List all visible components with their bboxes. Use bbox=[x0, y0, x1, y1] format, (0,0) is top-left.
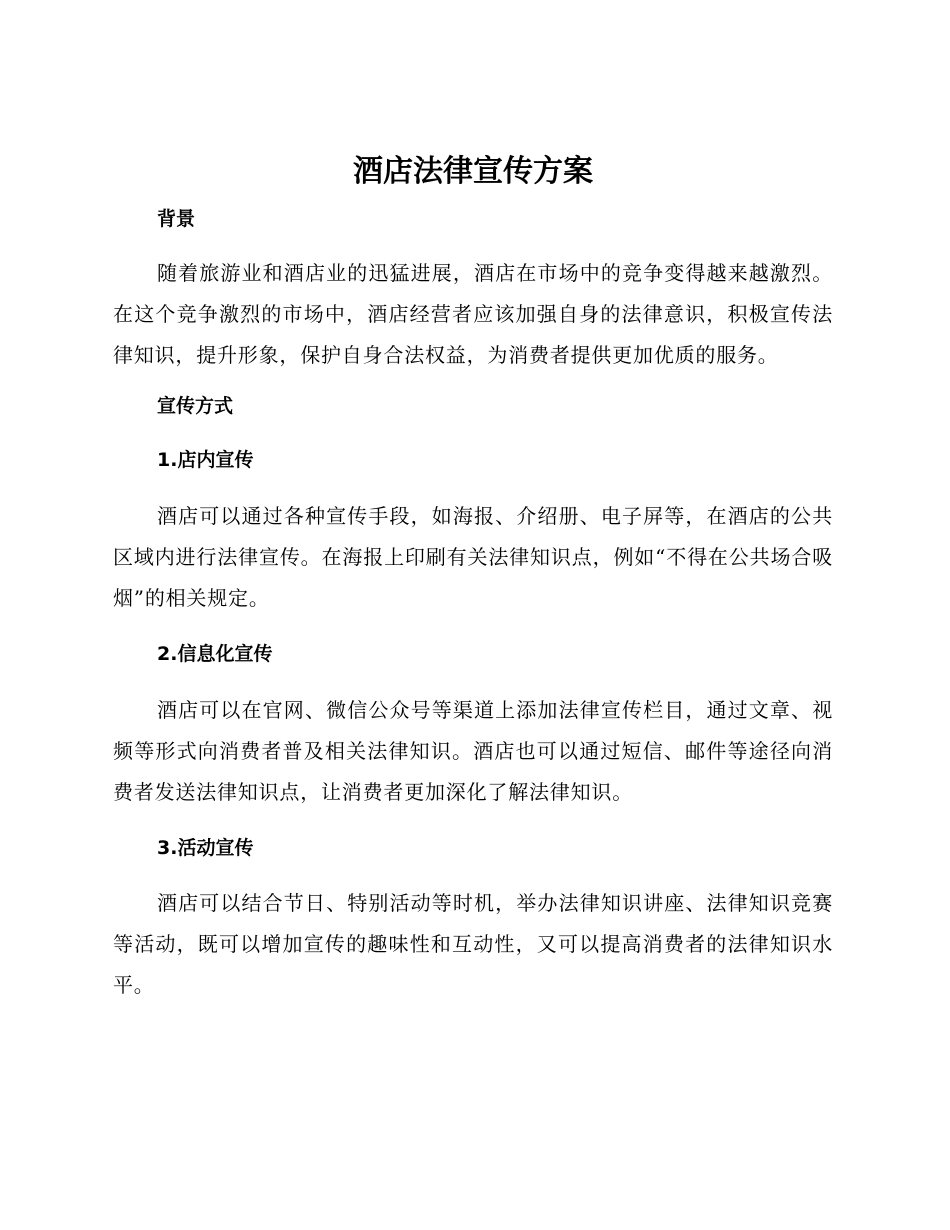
section-heading-background: 背景 bbox=[157, 208, 196, 230]
subsection-paragraph-in-store: 酒店可以通过各种宣传手段，如海报、介绍册、电子屏等，在酒店的公共区域内进行法律宣传。在海报上印刷有关法律知识点，例如“不得在公共场合吸烟”的相关规定。 bbox=[113, 504, 833, 610]
document-title: 酒店法律宣传方案 bbox=[353, 154, 593, 189]
subsection-heading-events: 3.活动宣传 bbox=[157, 837, 254, 859]
subsection-paragraph-events: 酒店可以结合节日、特别活动等时机，举办法律知识讲座、法律知识竞赛等活动，既可以增加宣传的趣味性和互动性，又可以提高消费者的法律知识水平。 bbox=[113, 891, 833, 997]
section-paragraph-background: 随着旅游业和酒店业的迅猛进展，酒店在市场中的竞争变得越来越激烈。在这个竞争激烈的市场中，酒店经营者应该加强自身的法律意识，积极宣传法律知识，提升形象，保护自身合法权益，为消费者提供更加优质的服务。 bbox=[113, 261, 833, 367]
subsection-heading-in-store: 1.店内宣传 bbox=[157, 449, 254, 471]
subsection-heading-digital: 2.信息化宣传 bbox=[157, 643, 273, 665]
section-heading-methods: 宣传方式 bbox=[157, 395, 234, 417]
document-page bbox=[113, 150, 833, 1006]
subsection-paragraph-digital: 酒店可以在官网、微信公众号等渠道上添加法律宣传栏目，通过文章、视频等形式向消费者普及相关法律知识。酒店也可以通过短信、邮件等途径向消费者发送法律知识点，让消费者更加深化了解法律知识。 bbox=[113, 698, 833, 804]
